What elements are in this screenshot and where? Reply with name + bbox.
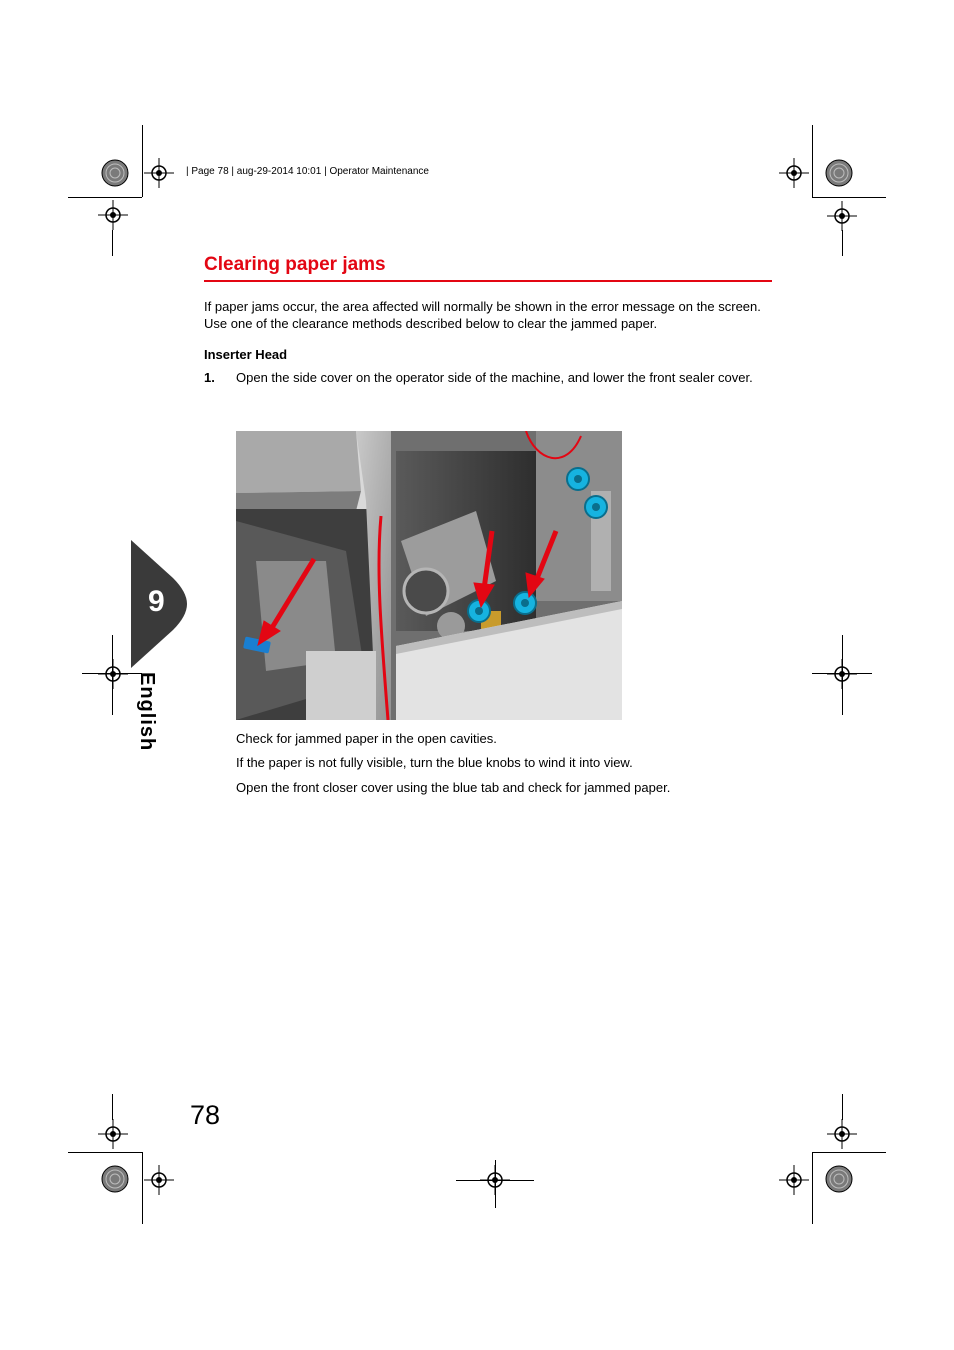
crosshair-mark-icon [98, 1119, 128, 1149]
crosshair-mark-icon [144, 1165, 174, 1195]
crosshair-mark-icon [98, 200, 128, 230]
print-slug: | Page 78 | aug-29-2014 10:01 | Operator Maintenance [186, 166, 429, 177]
blue-knob-icon [514, 592, 536, 614]
crosshair-mark-icon [779, 158, 809, 188]
language-label: English [136, 672, 158, 752]
crosshair-mark-icon [779, 1165, 809, 1195]
crosshair-mark-icon [144, 158, 174, 188]
chapter-number: 9 [148, 585, 165, 618]
crosshair-mark-icon [827, 201, 857, 231]
instruction-line: Check for jammed paper in the open cavities. [236, 731, 497, 746]
instruction-line: If the paper is not fully visible, turn the blue knobs to wind it into view. [236, 755, 633, 770]
blue-knob-icon [468, 600, 490, 622]
machine-photo [236, 431, 622, 720]
registration-mark-icon [824, 158, 854, 188]
blue-knob-icon [585, 496, 607, 518]
crosshair-mark-icon [98, 659, 128, 689]
intro-paragraph: If paper jams occur, the area affected will normally be shown in the error message on the screen. Use one of the clearance methods described below to clear the jammed paper. [204, 299, 761, 331]
crosshair-mark-icon [827, 1119, 857, 1149]
instruction-line: Open the front closer cover using the blue tab and check for jammed paper. [236, 780, 671, 795]
page-number: 78 [190, 1100, 221, 1130]
registration-mark-icon [100, 1164, 130, 1194]
subheading: Inserter Head [204, 347, 288, 362]
machine-illustration [236, 431, 622, 720]
section-title: Clearing paper jams [204, 254, 386, 275]
step-text: Open the side cover on the operator side of the machine, and lower the front sealer cover. [236, 370, 753, 385]
registration-mark-icon [100, 158, 130, 188]
title-rule [204, 280, 772, 282]
registration-mark-icon [824, 1164, 854, 1194]
step-number: 1. [204, 370, 215, 385]
blue-knob-icon [567, 468, 589, 490]
